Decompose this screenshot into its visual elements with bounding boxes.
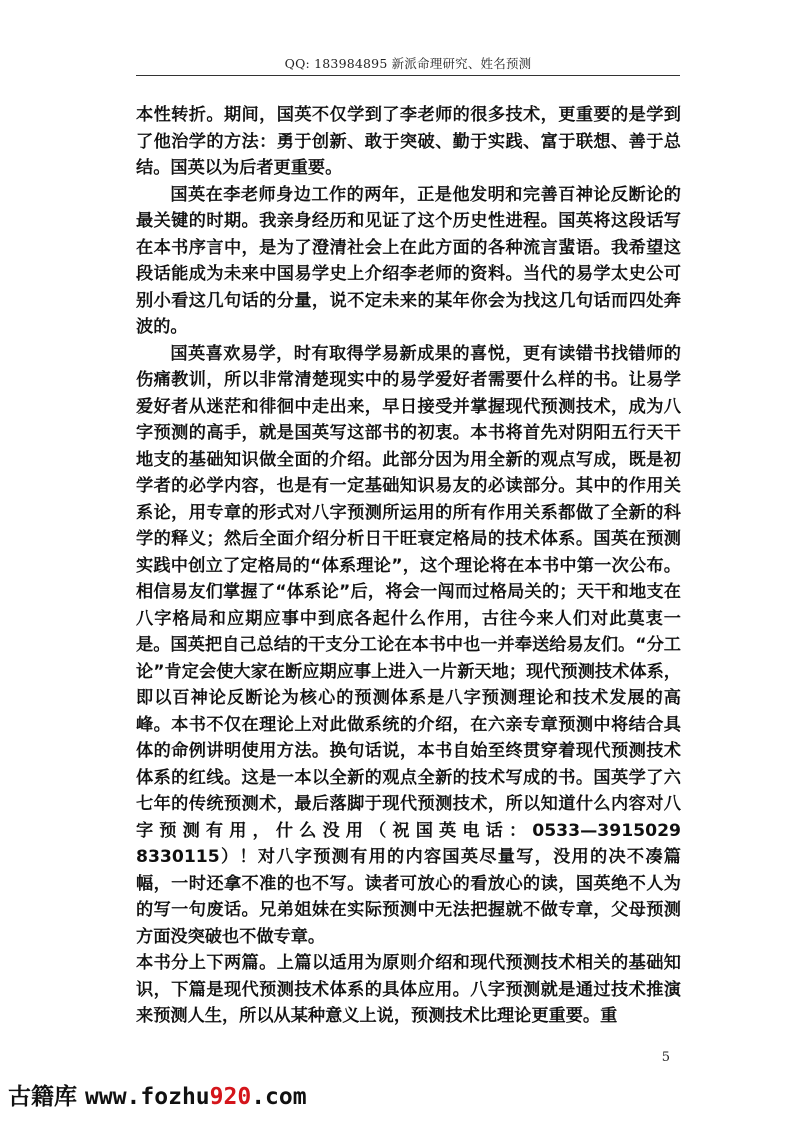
page-header: QQ: 183984895 新派命理研究、姓名预测 xyxy=(284,56,532,71)
watermark-url-suffix: .com xyxy=(251,1084,307,1110)
header-divider xyxy=(136,75,680,76)
paragraph-2: 国英在李老师身边工作的两年，正是他发明和完善百神论反断论的最关键的时期。我亲身经历和见证了这个历史性进程。国英将这段话写在本书序言中，是为了澄清社会上在此方面的各种流言蜚语。我希望这段话能成为未来中国易学史上介绍李老师的资料。当代的易学太史公可别小看这几句话的分量，说不定未来的某年你会为找这几句话而四处奔波的。 xyxy=(136,184,681,337)
watermark-url-number: 920 xyxy=(209,1084,252,1110)
watermark-url-prefix: www.fozhu xyxy=(85,1084,210,1110)
watermark-brand: 古籍库 xyxy=(8,1084,86,1110)
body-text xyxy=(136,102,681,1030)
paragraph-4: 本书分上下两篇。上篇以适用为原则介绍和现代预测技术相关的基础知识，下篇是现代预测技术体系的具体应用。八字预测就是通过技术推演来预测人生，所以从某种意义上说，预测技术比理论更重要。重 xyxy=(136,953,681,1026)
paragraph-1: 本性转折。期间，国英不仅学到了李老师的很多技术，更重要的是学到了他治学的方法：勇于创新、敢于突破、勤于实践、富于联想、善于总结。国英以为后者更重要。 xyxy=(136,105,681,178)
paragraph-3: 国英喜欢易学，时有取得学易新成果的喜悦，更有读错书找错师的伤痛教训，所以非常清楚现实中的易学爱好者需要什么样的书。让易学爱好者从迷茫和徘徊中走出来，早日接受并掌握现代预测技术，成为八字预测的高手，就是国英写这部书的初衷。本书将首先对阴阳五行天干地支的基础知识做全面的介绍。此部分因为用全新的观点写成，既是初学者的必学内容，也是有一定基础知识易友的必读部分。其中的作用关系论，用专章的形式对八字预测所运用的所有作用关系都做了全新的科学的释义；然后全面介绍分析日干旺衰定格局的技术体系。国英在预测实践中创立了定格局的“体系理论”，这个理论将在本书中第一次公布。相信易友们掌握了“体系论”后，将会一闯而过格局关的；天干和地支在八字格局和应期应事中到底各起什么作用，古往今来人们对此莫衷一是。国英把自己总结的干支分工论在本书中也一并奉送给易友们。“分工论”肯定会使大家在断应期应事上进入一片新天地；现代预测技术体系，即以百神论反断论为核心的预测体系是八字预测理论和技术发展的高峰。本书不仅在理论上对此做系统的介绍，在六亲专章预测中将结合具体的命例讲明使用方法。换句话说，本书自始至终贯穿着现代预测技术体系的红线。这是一本以全新的观点全新的技术写成的书。国英学了六七年的传统预测术，最后落脚于现代预测技术，所以知道什么内容对八字预测有用，什么没用（祝国英电话：0533—3915029 8330115）！对八字预测有用的内容国英尽量写，没用的决不凑篇幅，一时还拿不准的也不写。读者可放心的看放心的读，国英绝不人为的写一句废话。兄弟姐妹在实际预测中无法把握就不做专章，父母预测方面没突破也不做专章。 xyxy=(136,343,681,947)
watermark xyxy=(8,1078,307,1111)
page-number: 5 xyxy=(661,1050,670,1065)
